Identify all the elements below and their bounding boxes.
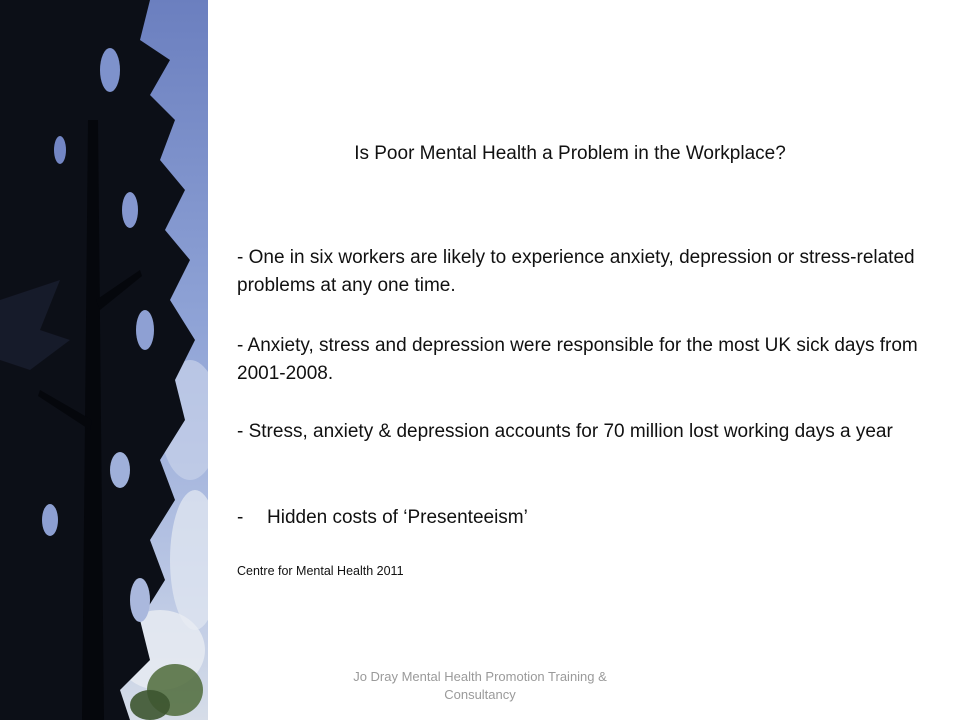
bullet-point: - Stress, anxiety & depression accounts for 70 million lost working days a year bbox=[237, 421, 893, 442]
slide-title: Is Poor Mental Health a Problem in the Workplace? bbox=[354, 143, 786, 164]
pine-tree-photo bbox=[0, 0, 208, 720]
slide-footer: Jo Dray Mental Health Promotion Training & Consultancy bbox=[353, 669, 607, 702]
list-marker: - bbox=[237, 507, 244, 528]
list-item-text: Hidden costs of ‘Presenteeism’ bbox=[267, 507, 528, 528]
source-citation: Centre for Mental Health 2011 bbox=[237, 564, 404, 578]
bullet-point: - Anxiety, stress and depression were responsible for the most UK sick days from 2001-2008. bbox=[237, 335, 918, 384]
list-item-presenteeism bbox=[237, 504, 937, 532]
bullet-point: - One in six workers are likely to experience anxiety, depression or stress-related problems at any one time. bbox=[237, 247, 915, 296]
